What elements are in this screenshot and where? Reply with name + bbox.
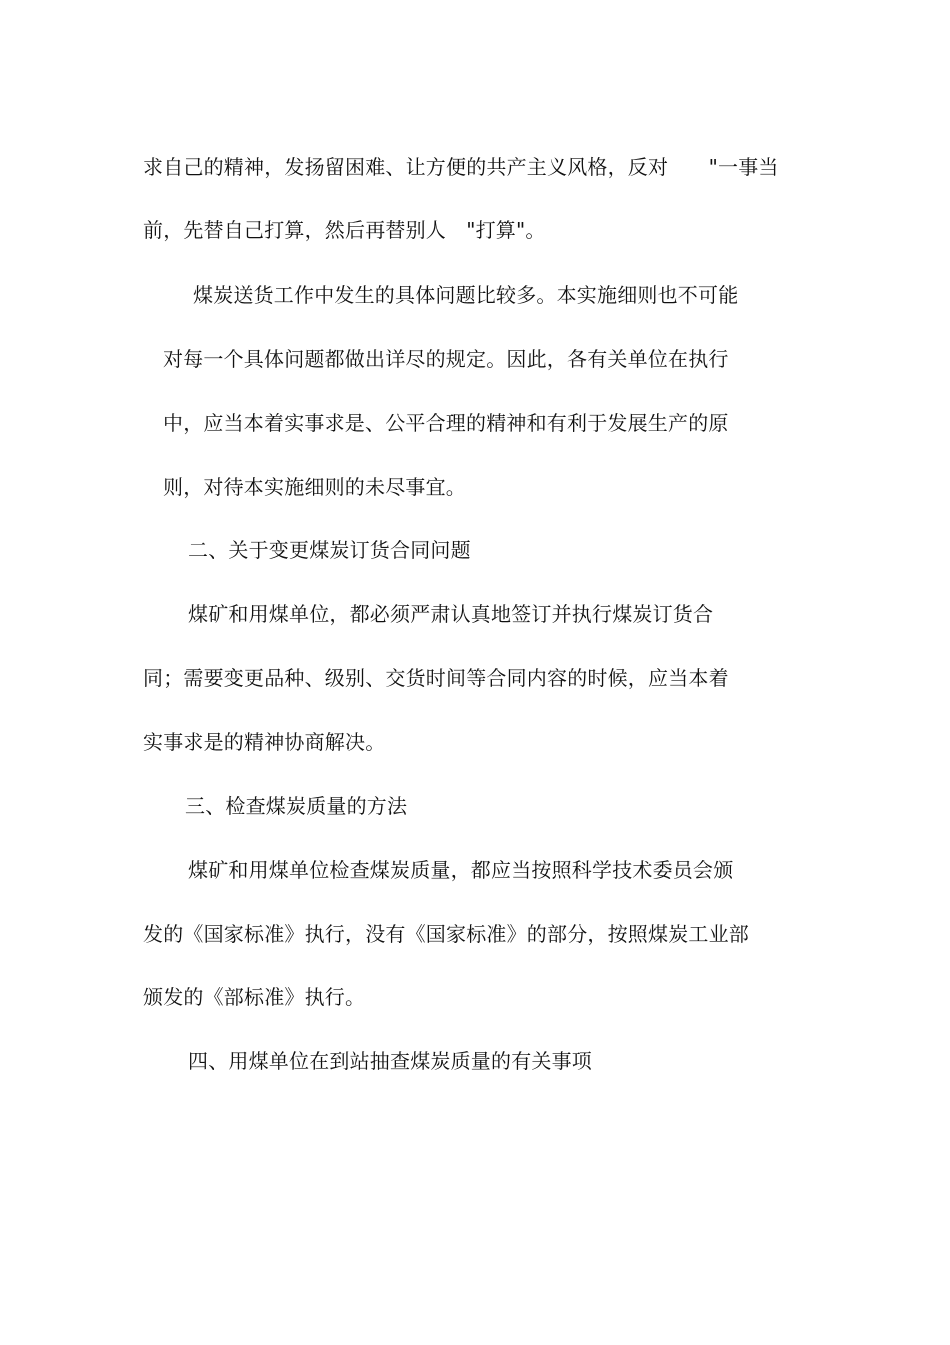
text-line: 颁发的《部标准》执行。 xyxy=(143,985,366,1009)
text-line: 对每一个具体问题都做出详尽的规定。因此，各有关单位在执行 xyxy=(163,347,729,371)
text-line: 煤矿和用煤单位，都必须严肃认真地签订并执行煤炭订货合 xyxy=(188,602,714,626)
text-line: 前，先替自己打算，然后再替别人 "打算"。 xyxy=(143,218,546,242)
text-line: 煤炭送货工作中发生的具体问题比较多。本实施细则也不可能 xyxy=(193,283,739,307)
text-line: 实事求是的精神协商解决。 xyxy=(143,730,386,754)
text-line: 同；需要变更品种、级别、交货时间等合同内容的时候，应当本着 xyxy=(143,666,729,690)
text-line: 煤矿和用煤单位检查煤炭质量，都应当按照科学技术委员会颁 xyxy=(188,858,734,882)
text-line: 发的《国家标准》执行，没有《国家标准》的部分，按照煤炭工业部 xyxy=(143,922,749,946)
text-line: 则，对待本实施细则的未尽事宜。 xyxy=(163,475,466,499)
section-heading: 二、关于变更煤炭订货合同问题 xyxy=(188,538,471,562)
section-heading: 四、用煤单位在到站抽查煤炭质量的有关事项 xyxy=(188,1049,592,1073)
text-line: 中，应当本着实事求是、公平合理的精神和有利于发展生产的原 xyxy=(163,411,729,435)
section-heading: 三、检查煤炭质量的方法 xyxy=(185,794,408,818)
text-line: 求自己的精神，发扬留困难、让方便的共产主义风格，反对 "一事当 xyxy=(143,155,779,179)
